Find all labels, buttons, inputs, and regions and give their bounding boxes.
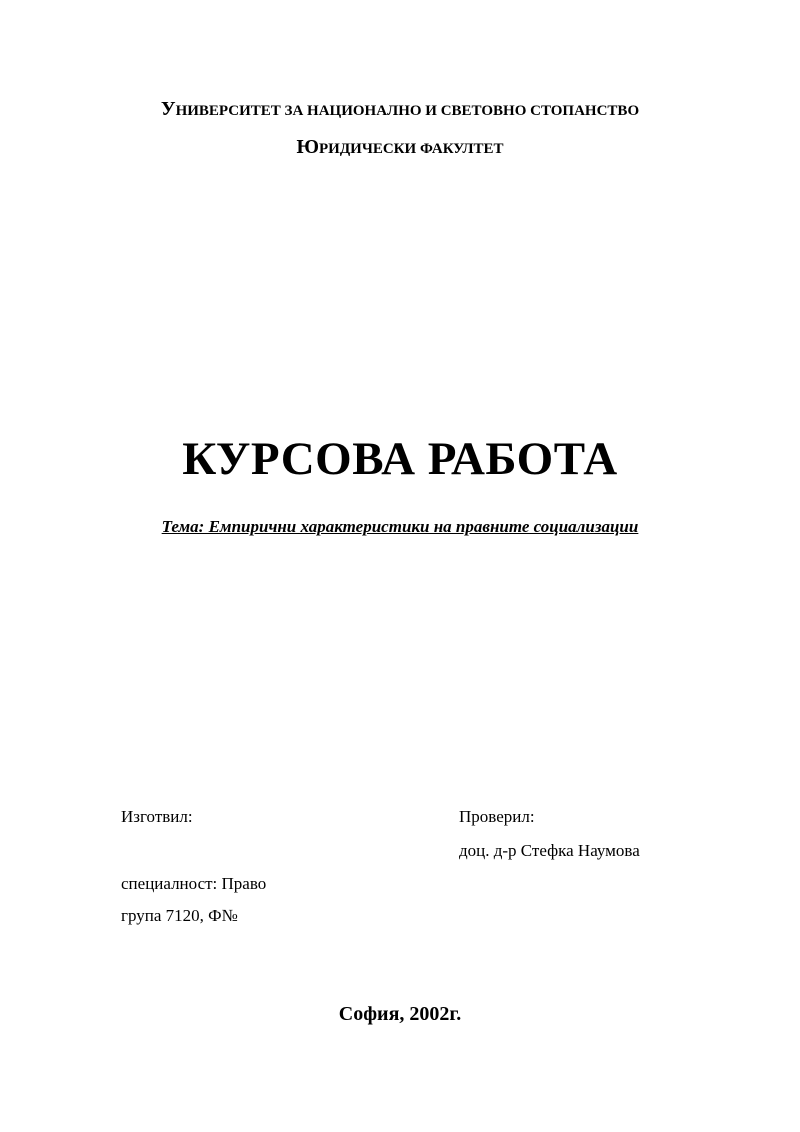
faculty-name-initial: Ю: [296, 136, 319, 158]
specialty-line: специалност: Право: [121, 874, 267, 893]
city-year-footer: София, 2002г.: [338, 1003, 462, 1025]
university-name-initial: У: [160, 98, 176, 120]
faculty-name: [0, 136, 800, 159]
supervisor-name: доц. д-р Стефка Наумова: [459, 841, 640, 860]
checked-by-label: Проверил:: [459, 807, 535, 826]
prepared-by-label: Изготвил:: [121, 807, 193, 826]
faculty-name-rest: РИДИЧЕСКИ ФАКУЛТЕТ: [319, 141, 504, 157]
document-title: КУРСОВА РАБОТА: [182, 433, 618, 485]
university-name-rest: НИВЕРСИТЕТ ЗА НАЦИОНАЛНО И СВЕТОВНО СТОПАНСТВО: [175, 103, 640, 119]
university-name: [0, 98, 800, 121]
document-topic: Тема: Емпирични характеристики на правните социализации: [161, 517, 639, 536]
group-line: група 7120, Ф№: [121, 906, 238, 925]
